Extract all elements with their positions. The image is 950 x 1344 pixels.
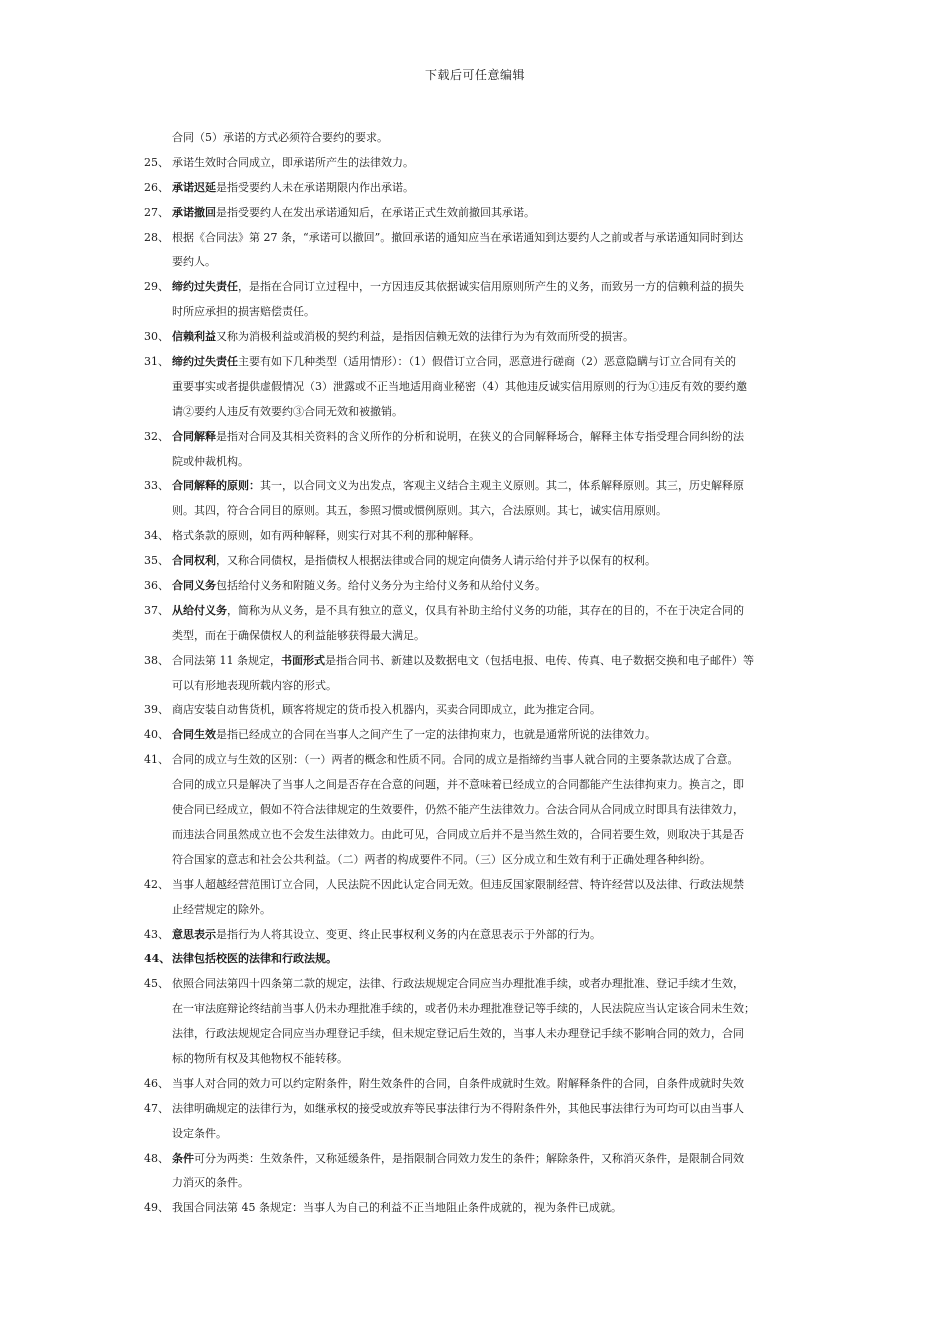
- list-item: [0, 1147, 950, 1172]
- item-number: 30、: [144, 330, 169, 344]
- term-bold: 承诺迟延: [172, 180, 216, 194]
- text-segment: 在一审法庭辩论终结前当事人仍未办理批准手续的，或者仍未办理批准登记等手续的，人民法院应当认定该合同未生效；: [172, 1002, 755, 1016]
- text-segment: 其一，以合同文义为出发点，客观主义结合主观主义原则。其二，体系解释原则。其三，历史解释原: [260, 479, 744, 493]
- list-item: [0, 201, 950, 226]
- list-item: [0, 923, 950, 948]
- item-text: [172, 873, 808, 898]
- item-text: [172, 947, 808, 972]
- list-item: [0, 698, 950, 723]
- list-item: [0, 1072, 950, 1097]
- item-text: [172, 1047, 808, 1072]
- item-text: [172, 723, 808, 748]
- text-segment: 又称为消极利益或消极的契约利益，是指因信赖无效的法律行为为有效而所受的损害。: [216, 330, 634, 344]
- list-item-continuation: [0, 400, 950, 425]
- item-text: [172, 300, 808, 325]
- item-number: 42、: [144, 877, 169, 891]
- term-bold: 合同义务: [172, 579, 216, 593]
- item-text: [172, 1171, 808, 1196]
- list-item-continuation: [0, 1022, 950, 1047]
- list-item: [0, 574, 950, 599]
- text-segment: 则。其四，符合合同目的原则。其五，参照习惯或惯例原则。其六，合法原则。其七，诚实信用原则。: [172, 504, 667, 518]
- item-number: 39、: [144, 703, 169, 717]
- item-text: [172, 698, 808, 723]
- item-text: [172, 400, 808, 425]
- item-text: [172, 1097, 808, 1122]
- item-text: [172, 798, 808, 823]
- term-bold: 合同解释的原则：: [172, 479, 260, 493]
- item-text: [172, 226, 808, 251]
- text-segment: 是指行为人将其设立、变更、终止民事权利义务的内在意思表示于外部的行为。: [216, 927, 601, 941]
- list-item: [0, 176, 950, 201]
- item-number: 37、: [144, 603, 169, 617]
- text-segment: 请②要约人违反有效要约③合同无效和被撤销。: [172, 404, 403, 418]
- text-segment: ，简称为从义务，是不具有独立的意义，仅具有补助主给付义务的功能，其存在的目的，不在于决定合同的: [227, 603, 744, 617]
- text-segment: 院或仲裁机构。: [172, 454, 249, 468]
- text-segment: 标的物所有权及其他物权不能转移。: [172, 1051, 348, 1065]
- item-number: 47、: [144, 1101, 169, 1115]
- list-item-continuation: [0, 450, 950, 475]
- text-segment: 我国合同法第 45 条规定：当事人为自己的利益不正当地阻止条件成就的，视为条件已成就。: [172, 1201, 622, 1215]
- list-item-continuation: [0, 375, 950, 400]
- list-item-continuation: [0, 674, 950, 699]
- item-number: 31、: [144, 355, 169, 369]
- item-text: [172, 126, 808, 151]
- list-item: [0, 1097, 950, 1122]
- item-number: 38、: [144, 653, 169, 667]
- term-bold: 缔约过失责任: [172, 355, 238, 369]
- list-item-continuation: [0, 997, 950, 1022]
- document-body: [0, 126, 950, 1221]
- list-item: [0, 649, 950, 674]
- item-number: 34、: [144, 529, 169, 543]
- list-item-continuation: [0, 898, 950, 923]
- list-item-continuation: [0, 1047, 950, 1072]
- item-text: [172, 1072, 808, 1097]
- text-segment: 当事人对合同的效力可以约定附条件，附生效条件的合同，自条件成就时生效。附解释条件的合同，自条件成就时失效: [172, 1076, 744, 1090]
- item-text: [172, 1122, 808, 1147]
- item-text: [172, 848, 808, 873]
- list-item: [0, 972, 950, 997]
- list-item-continuation: [0, 798, 950, 823]
- item-text: [172, 748, 808, 773]
- list-item-continuation: [0, 126, 950, 151]
- item-number: 27、: [144, 205, 169, 219]
- text-segment: 法律明确规定的法律行为，如继承权的接受或放弃等民事法律行为不得附条件外，其他民事法律行为可均可以由当事人: [172, 1101, 744, 1115]
- item-number: 36、: [144, 579, 169, 593]
- list-item-continuation: [0, 300, 950, 325]
- list-item: [0, 275, 950, 300]
- item-text: [172, 599, 808, 624]
- term-bold: 合同生效: [172, 728, 216, 742]
- text-segment: ，又称合同债权，是指债权人根据法律或合同的规定向债务人请示给付并予以保有的权利。: [216, 554, 656, 568]
- item-text: [172, 350, 808, 375]
- text-segment: 格式条款的原则，如有两种解释，则实行对其不利的那种解释。: [172, 529, 480, 543]
- list-item-continuation: [0, 1122, 950, 1147]
- text-segment: 是指对合同及其相关资料的含义所作的分析和说明，在狭义的合同解释场合，解释主体专指受理合同纠纷的法: [216, 429, 744, 443]
- list-item: [0, 151, 950, 176]
- item-number: 48、: [144, 1151, 169, 1165]
- text-segment: 包括给付义务和附随义务。给付义务分为主给付义务和从给付义务。: [216, 579, 546, 593]
- text-segment: 主要有如下几种类型（适用情形）：（1）假借订立合同，恶意进行磋商（2）恶意隐瞒与订立合同有关的: [238, 355, 736, 369]
- item-text: [172, 549, 808, 574]
- item-number: 32、: [144, 429, 169, 443]
- text-segment: 法律，行政法规规定合同应当办理登记手续，但未规定登记后生效的，当事人未办理登记手续不影响合同的效力，合同: [172, 1027, 744, 1041]
- item-number: 45、: [144, 977, 169, 991]
- item-text: [172, 773, 808, 798]
- list-item: [0, 425, 950, 450]
- text-segment: 合同的成立与生效的区别：（一）两者的概念和性质不同。合同的成立是指缔约当事人就合同的主要条款达成了合意。: [172, 753, 739, 767]
- text-segment: 合同的成立只是解决了当事人之间是否存在合意的问题，并不意味着已经成立的合同都能产生法律拘束力。换言之，即: [172, 778, 744, 792]
- list-item: [0, 350, 950, 375]
- item-text: [172, 250, 808, 275]
- text-segment: 使合同已经成立，假如不符合法律规定的生效要件，仍然不能产生法律效力。合法合同从合同成立时即具有法律效力，: [172, 803, 744, 817]
- item-text: [172, 176, 808, 201]
- item-text: [172, 499, 808, 524]
- text-segment: 类型，而在于确保债权人的利益能够获得最大满足。: [172, 628, 425, 642]
- item-text: [172, 450, 808, 475]
- text-segment: 时所应承担的损害赔偿责任。: [172, 305, 315, 319]
- item-text: [172, 972, 808, 997]
- item-text: [172, 574, 808, 599]
- list-item: [0, 947, 950, 972]
- item-number: 28、: [144, 230, 169, 244]
- item-number: 46、: [144, 1076, 169, 1090]
- list-item: [0, 748, 950, 773]
- item-text: [172, 375, 808, 400]
- text-segment: 止经营规定的除外。: [172, 902, 271, 916]
- term-bold: 合同权利: [172, 554, 216, 568]
- text-segment: 设定条件。: [172, 1126, 227, 1140]
- item-number: 41、: [144, 753, 169, 767]
- item-number: 33、: [144, 479, 169, 493]
- text-segment: 符合国家的意志和社会公共利益。（二）两者的构成要件不同。（三）区分成立和生效有利于正确处理各种纠纷。: [172, 852, 711, 866]
- list-item-continuation: [0, 823, 950, 848]
- text-segment: 要约人。: [172, 255, 216, 269]
- text-segment: 是指合同书、新建以及数据电文（包括电报、电传、传真、电子数据交换和电子邮件）等: [325, 653, 754, 667]
- item-text: [172, 151, 808, 176]
- item-text: [172, 1022, 808, 1047]
- term-bold: 意思表示: [172, 927, 216, 941]
- item-number: 25、: [144, 155, 169, 169]
- item-number: 49、: [144, 1201, 169, 1215]
- item-text: [172, 624, 808, 649]
- item-text: [172, 1196, 808, 1221]
- list-item: [0, 524, 950, 549]
- item-number: 26、: [144, 180, 169, 194]
- item-number: 35、: [144, 554, 169, 568]
- term-bold: 条件: [172, 1151, 194, 1165]
- text-segment: 根据《合同法》第 27 条，“承诺可以撤回”。撤回承诺的通知应当在承诺通知到达要约人之前或者与承诺通知同时到达: [172, 230, 744, 244]
- text-segment: 重要事实或者提供虚假情况（3）泄露或不正当地适用商业秘密（4）其他违反诚实信用原则的行为①违反有效的要约邀: [172, 379, 747, 393]
- item-text: [172, 923, 808, 948]
- item-text: [172, 325, 808, 350]
- text-segment: 合同法第 11 条规定，: [172, 653, 281, 667]
- item-text: [172, 1147, 808, 1172]
- list-item-continuation: [0, 773, 950, 798]
- list-item: [0, 226, 950, 251]
- text-segment: 商店安装自动售货机，顾客将规定的货币投入机器内，买卖合同即成立，此为推定合同。: [172, 703, 601, 717]
- text-segment: 当事人超越经营范围订立合同，人民法院不因此认定合同无效。但违反国家限制经营、特许经营以及法律、行政法规禁: [172, 877, 744, 891]
- list-item-continuation: [0, 624, 950, 649]
- list-item-continuation: [0, 250, 950, 275]
- list-item: [0, 474, 950, 499]
- text-segment: 法律包括校医的法律和行政法规。: [172, 952, 337, 966]
- item-text: [172, 674, 808, 699]
- text-segment: 合同（5）承诺的方式必须符合要约的要求。: [172, 131, 388, 144]
- list-item: [0, 599, 950, 624]
- list-item: [0, 873, 950, 898]
- text-segment: 可以有形地表现所载内容的形式。: [172, 678, 337, 692]
- list-item: [0, 723, 950, 748]
- text-segment: 依照合同法第四十四条第二款的规定，法律、行政法规规定合同应当办理批准手续，或者办理批准、登记手续才生效，: [172, 977, 744, 991]
- item-number: 43、: [144, 927, 169, 941]
- term-bold: 承诺撤回: [172, 205, 216, 219]
- item-text: [172, 823, 808, 848]
- item-text: [172, 997, 808, 1022]
- item-text: [172, 524, 808, 549]
- text-segment: 力消灭的条件。: [172, 1176, 249, 1190]
- list-item-continuation: [0, 848, 950, 873]
- term-bold: 信赖利益: [172, 330, 216, 344]
- text-segment: 承诺生效时合同成立，即承诺所产生的法律效力。: [172, 155, 414, 169]
- item-text: [172, 275, 808, 300]
- list-item-continuation: [0, 499, 950, 524]
- item-number: 40、: [144, 728, 169, 742]
- item-text: [172, 474, 808, 499]
- list-item: [0, 1196, 950, 1221]
- term-bold: 从给付义务: [172, 603, 227, 617]
- item-text: [172, 201, 808, 226]
- text-segment: 可分为两类：生效条件，又称延缓条件，是指限制合同效力发生的条件；解除条件，又称消灭条件，是限制合同效: [194, 1151, 744, 1165]
- text-segment: 而违法合同虽然成立也不会发生法律效力。由此可见，合同成立后并不是当然生效的，合同若要生效，则取决于其是否: [172, 827, 744, 841]
- text-segment: 是指已经成立的合同在当事人之间产生了一定的法律拘束力，也就是通常所说的法律效力。: [216, 728, 656, 742]
- item-text: [172, 425, 808, 450]
- item-text: [172, 649, 808, 674]
- list-item: [0, 325, 950, 350]
- item-text: [172, 898, 808, 923]
- list-item-continuation: [0, 1171, 950, 1196]
- list-item: [0, 549, 950, 574]
- text-segment: ，是指在合同订立过程中，一方因违反其依据诚实信用原则所产生的义务，而致另一方的信赖利益的损失: [238, 280, 744, 294]
- term-bold: 书面形式: [281, 653, 325, 667]
- page-header: 下载后可任意编辑: [424, 68, 525, 82]
- item-number: 44、: [144, 952, 171, 966]
- text-segment: 是指受要约人未在承诺期限内作出承诺。: [216, 180, 414, 194]
- item-number: 29、: [144, 280, 169, 294]
- term-bold: 合同解释: [172, 429, 216, 443]
- term-bold: 缔约过失责任: [172, 280, 238, 294]
- text-segment: 是指受要约人在发出承诺通知后，在承诺正式生效前撤回其承诺。: [216, 205, 535, 219]
